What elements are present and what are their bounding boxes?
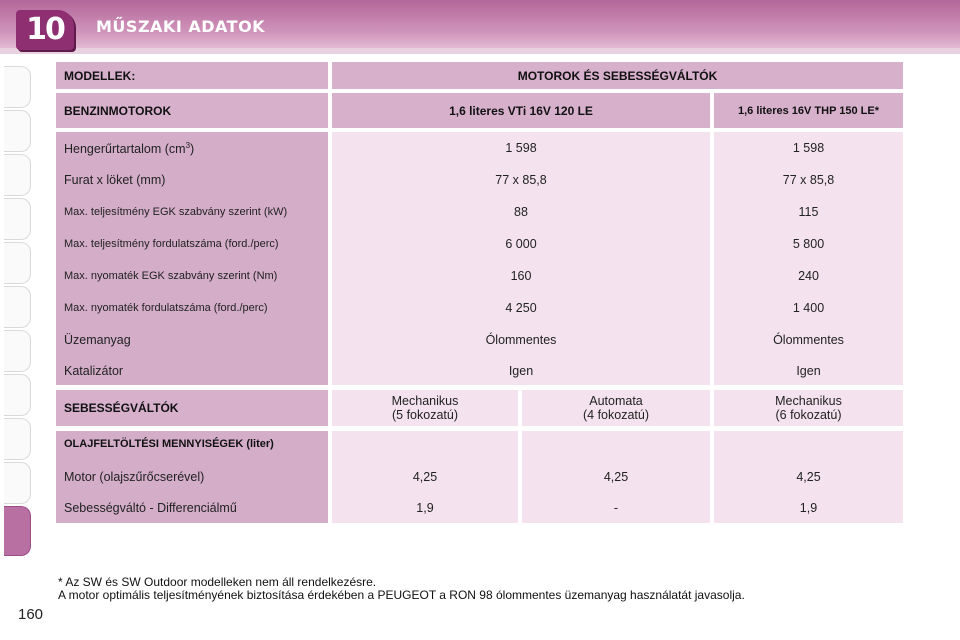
gearbox-gears: (6 fokozatú) — [775, 408, 842, 422]
spec-label-catalyst: Katalizátor — [64, 364, 124, 378]
spec-label-fuel: Üzemanyag — [64, 333, 131, 347]
oil-capacities-label: OLAJFELTÖLTÉSI MENNYISÉGEK (liter) — [64, 438, 274, 450]
engine-1-header: 1,6 literes VTi 16V 120 LE — [332, 93, 710, 128]
spec-value: 1 598 — [792, 141, 825, 155]
gearbox-gears: (5 fokozatú) — [391, 408, 458, 422]
spec-labels-column — [56, 132, 328, 385]
gearbox-type: Mechanikus — [391, 394, 459, 408]
spec-value: Ólommentes — [485, 333, 557, 347]
chapter-tab[interactable] — [4, 66, 31, 108]
gearbox-label: SEBESSÉGVÁLTÓK — [56, 390, 328, 426]
chapter-tabs — [0, 66, 34, 576]
chapter-tab[interactable] — [4, 286, 31, 328]
spec-value: 1 400 — [792, 301, 825, 315]
spec-value: 88 — [514, 205, 528, 219]
chapter-tab[interactable] — [4, 110, 31, 152]
spec-value: Igen — [796, 364, 821, 378]
chapter-tab-active[interactable] — [4, 506, 31, 556]
spec-label-max-torque: Max. nyomaték EGK szabvány szerint (Nm) — [64, 270, 278, 282]
spec-label-bore-stroke: Furat x löket (mm) — [64, 173, 166, 187]
petrol-engines-label: BENZINMOTOROK — [56, 93, 328, 128]
oil-value: - — [613, 501, 619, 515]
spec-value: 240 — [798, 269, 819, 283]
oil-value: 1,9 — [799, 501, 818, 515]
engines-gearbox-header: MOTOROK ÉS SEBESSÉGVÁLTÓK — [332, 62, 903, 89]
footnote-fuel-recommendation: A motor optimális teljesítményének biztosítása érdekében a PEUGEOT a RON 98 ólommentes üzemanyag használatát javasolja. — [58, 588, 745, 602]
spec-value: 6 000 — [505, 237, 537, 251]
footnote — [58, 576, 745, 602]
engine-2-spec-column — [714, 132, 903, 385]
chapter-tab[interactable] — [4, 154, 31, 196]
spec-label-max-power: Max. teljesítmény EGK szabvány szerint (kW) — [64, 206, 288, 218]
page-number: 160 — [18, 606, 44, 623]
gearbox-type: Mechanikus — [775, 394, 842, 408]
oil-value: 4,25 — [412, 470, 438, 484]
oil-value: 4,25 — [603, 470, 629, 484]
spec-value: Igen — [508, 364, 534, 378]
chapter-tab[interactable] — [4, 418, 31, 460]
gearbox-cell-1 — [332, 390, 518, 426]
engine-2-header: 1,6 literes 16V THP 150 LE* — [714, 93, 903, 128]
chapter-tab[interactable] — [4, 374, 31, 416]
page-title: MŰSZAKI ADATOK — [96, 17, 266, 36]
chapter-tab[interactable] — [4, 198, 31, 240]
engine-1-spec-column — [332, 132, 710, 385]
gearbox-cell-3 — [714, 390, 903, 426]
spec-value: 77 x 85,8 — [495, 173, 547, 187]
gearbox-cell-2 — [522, 390, 710, 426]
models-label: MODELLEK: — [56, 62, 328, 89]
chapter-tab[interactable] — [4, 462, 31, 504]
spec-value: 160 — [510, 269, 532, 283]
spec-label-power-rpm: Max. teljesítmény fordulatszáma (ford./perc) — [64, 238, 279, 250]
gearbox-type: Automata — [589, 394, 643, 408]
oil-label-gearbox: Sebességváltó - Differenciálmű — [64, 501, 237, 515]
spec-value: Ólommentes — [773, 333, 844, 347]
spec-label-displacement: Hengerűrtartalom $(cm^3)$ — [64, 141, 195, 157]
spec-value: 4 250 — [505, 301, 537, 315]
specs-table — [56, 60, 906, 530]
oil-value: 4,25 — [796, 470, 821, 484]
spec-label-torque-rpm: Max. nyomaték fordulatszáma (ford./perc) — [64, 302, 268, 314]
chapter-tab[interactable] — [4, 242, 31, 284]
oil-value: 1,9 — [416, 501, 434, 515]
header-divider — [0, 48, 960, 54]
gearbox-gears: (4 fokozatú) — [582, 408, 649, 422]
chapter-badge: 10 — [16, 10, 74, 50]
oil-label-engine: Motor (olajszűrőcserével) — [64, 470, 205, 484]
spec-value: 77 x 85,8 — [782, 173, 835, 187]
spec-value: 1 598 — [505, 141, 537, 155]
chapter-tab[interactable] — [4, 330, 31, 372]
spec-value: 5 800 — [792, 237, 825, 251]
spec-value: 115 — [798, 205, 819, 219]
footnote-availability: * Az SW és SW Outdoor modelleken nem áll rendelkezésre. — [58, 575, 377, 589]
